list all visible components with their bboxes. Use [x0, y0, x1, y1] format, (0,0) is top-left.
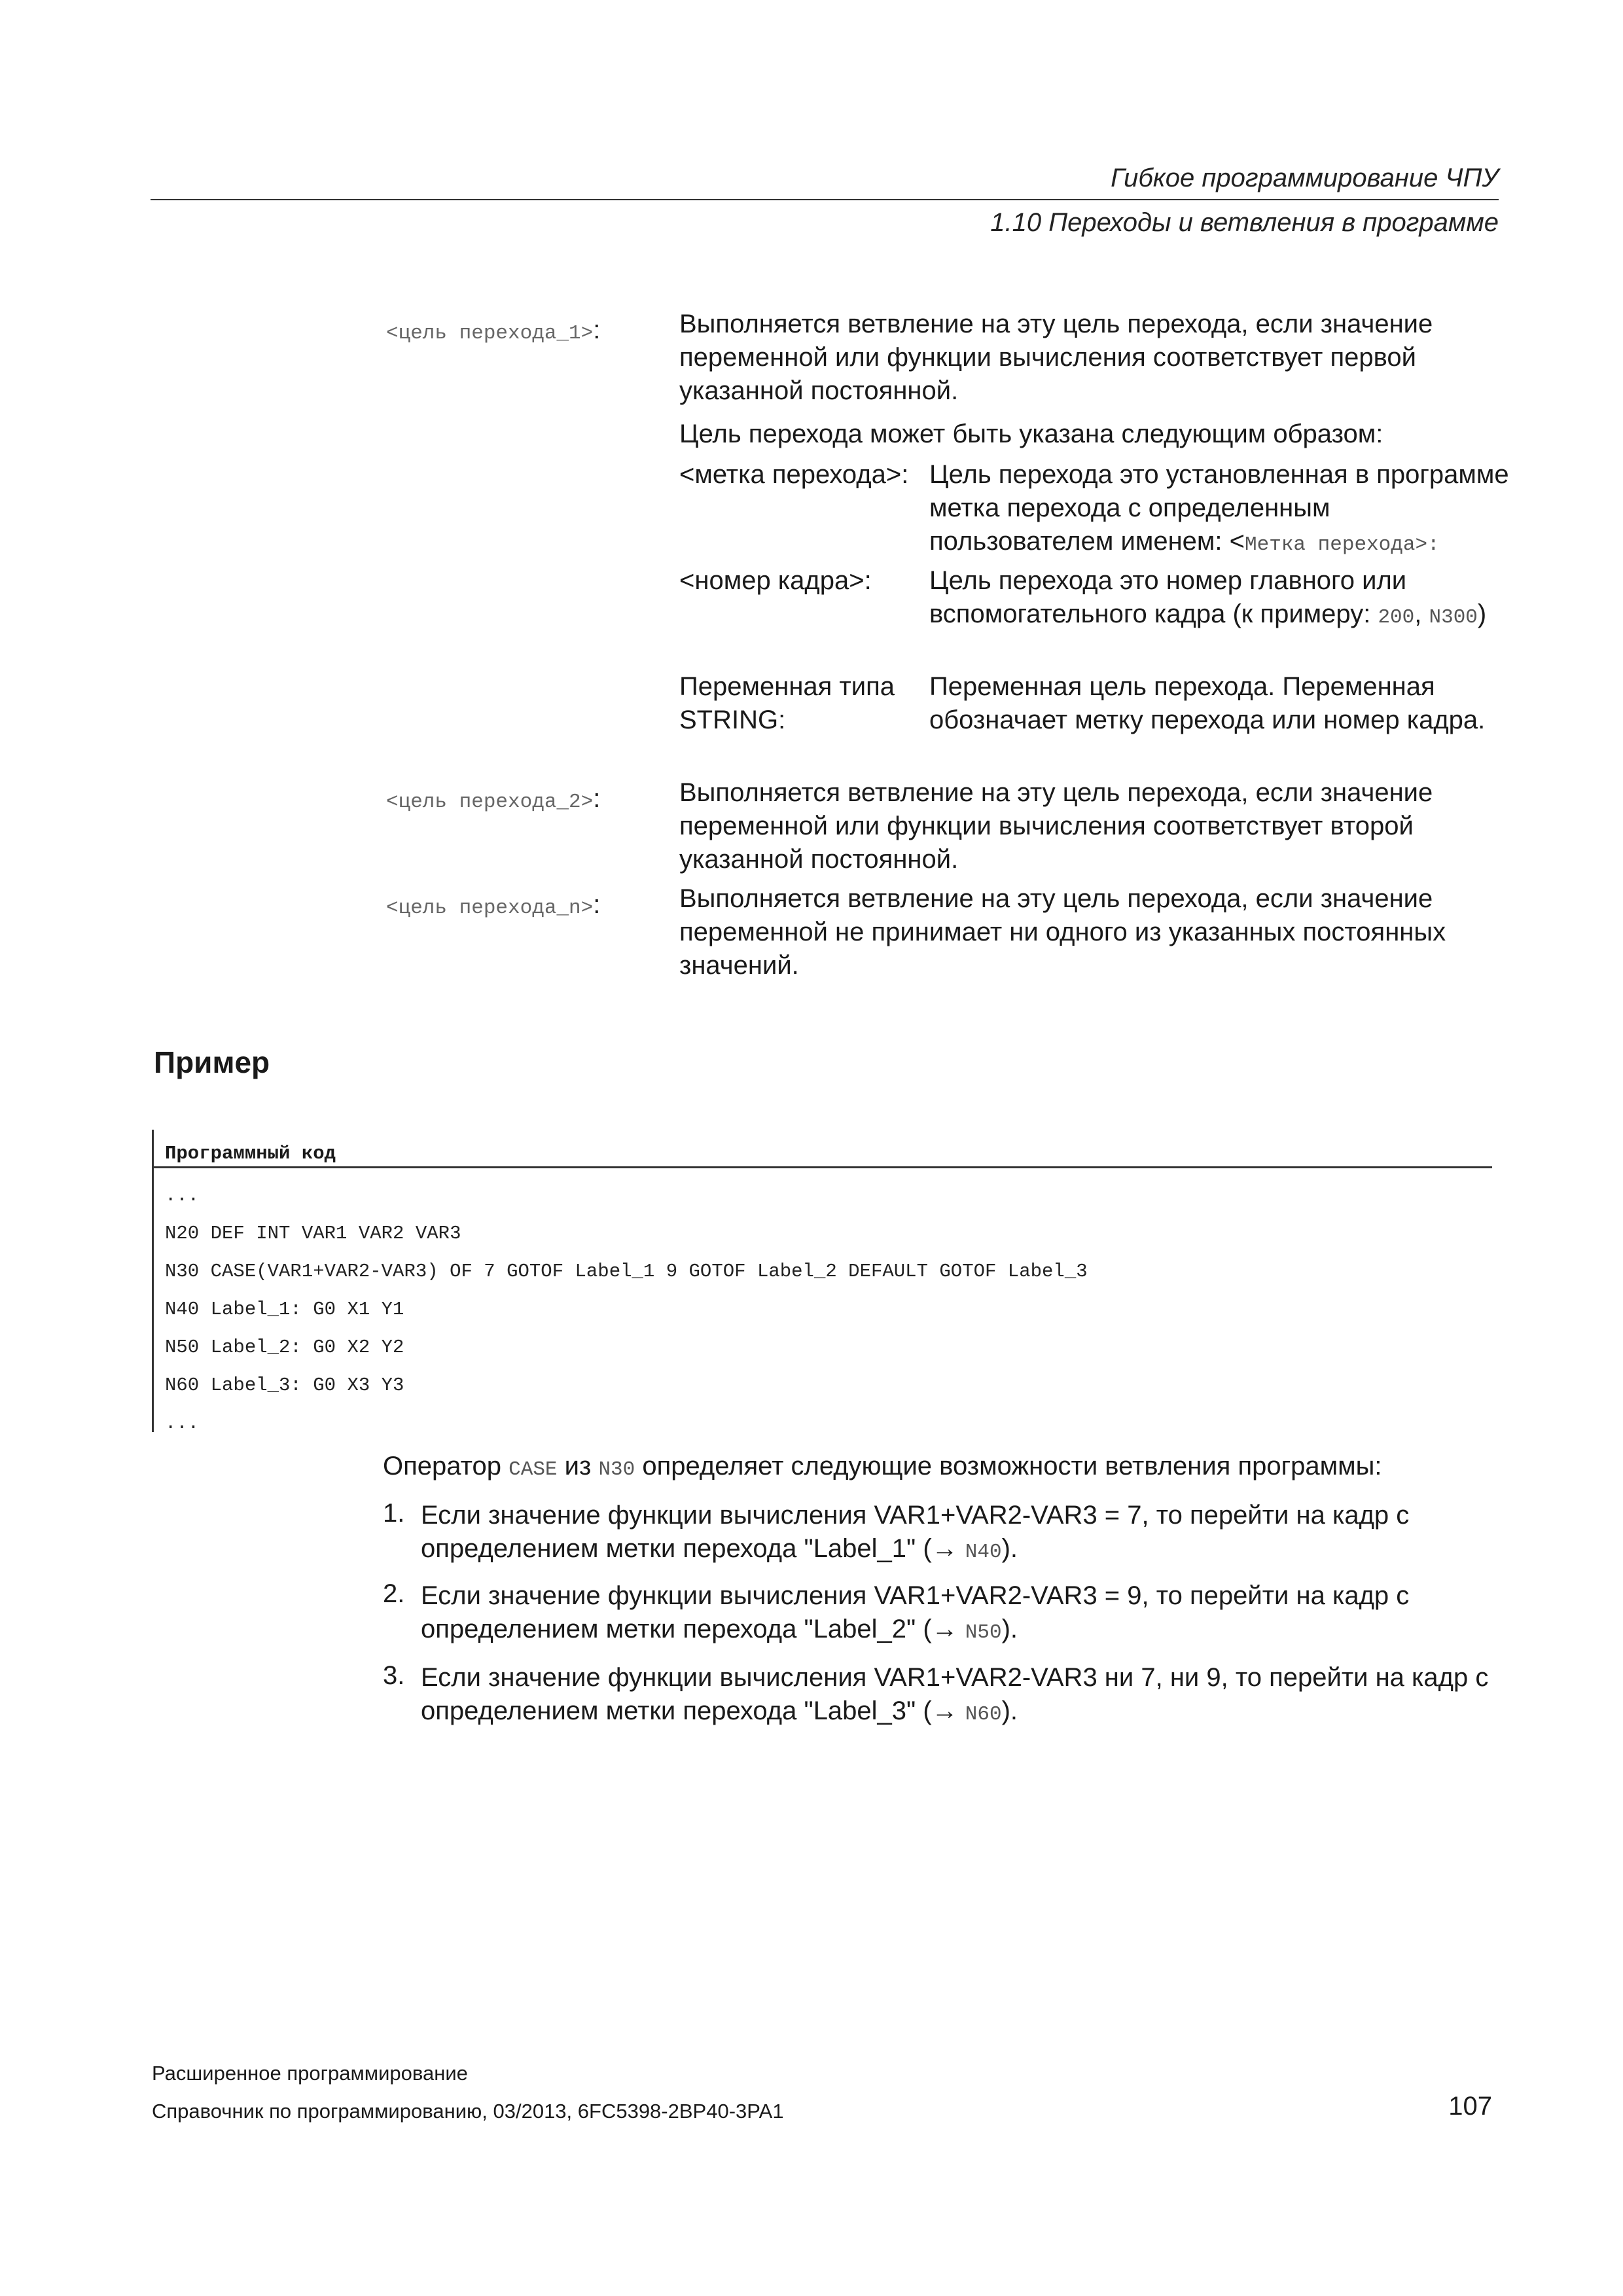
target-intro: Цель перехода может быть указана следующим образом:: [679, 420, 1383, 448]
footer-reference: Справочник по программированию, 03/2013, 6FC5398-2BP40-3PA1: [152, 2100, 784, 2123]
explanation-paragraph: Оператор CASE из N30 определяет следующие возможности ветвления программы:: [383, 1452, 1382, 1481]
definition-text-n: Выполняется ветвление на эту цель перехода, если значение переменной не принимает ни одного из указанных постоянных значений.: [679, 884, 1446, 980]
list-item: Если значение функции вычисления VAR1+VAR2-VAR3 ни 7, ни 9, то перейти на кадр с определением метки перехода "Label_3" (→ N60).: [421, 1663, 1489, 1726]
code-line: ...: [165, 1412, 200, 1434]
running-header-title: Гибкое программирование ЧПУ: [1111, 164, 1499, 192]
code-line: N40 Label_1: G0 X1 Y1: [165, 1299, 404, 1320]
code-line: N60 Label_3: G0 X3 Y3: [165, 1374, 404, 1396]
code-table-rule: [152, 1166, 1492, 1168]
target-form-label-2: <номер кадра>:: [679, 566, 872, 595]
target-form-text-1: Цель перехода это установленная в программе метка перехода с определенным пользователем именем: <Метка перехода>:: [929, 460, 1509, 556]
target-form-label-3: Переменная типа STRING:: [679, 672, 895, 734]
definition-term-n: <цель перехода_n>:: [386, 890, 601, 920]
running-header-section: 1.10 Переходы и ветвления в программе: [990, 208, 1499, 237]
code-line: N30 CASE(VAR1+VAR2-VAR3) OF 7 GOTOF Label_1 9 GOTOF Label_2 DEFAULT GOTOF Label_3: [165, 1261, 1088, 1282]
list-item: Если значение функции вычисления VAR1+VAR2-VAR3 = 9, то перейти на кадр с определением метки перехода "Label_2" (→ N50).: [421, 1581, 1410, 1644]
list-item-number: 3.: [383, 1661, 405, 1690]
code-line: ...: [165, 1185, 200, 1206]
header-rule: [151, 199, 1499, 200]
code-line: N20 DEF INT VAR1 VAR2 VAR3: [165, 1223, 461, 1244]
target-form-text-3: Переменная цель перехода. Переменная обозначает метку перехода или номер кадра.: [929, 672, 1486, 734]
code-line: N50 Label_2: G0 X2 Y2: [165, 1336, 404, 1358]
definition-text-1: Выполняется ветвление на эту цель перехода, если значение переменной или функции вычисления соответствует первой указанной постоянной.: [679, 310, 1433, 405]
example-heading: Пример: [154, 1045, 270, 1079]
target-form-label-1: <метка перехода>:: [679, 460, 909, 489]
target-form-text-2: Цель перехода это номер главного или вспомогательного кадра (к примеру: 200, N300): [929, 566, 1487, 629]
definition-text-2: Выполняется ветвление на эту цель перехода, если значение переменной или функции вычисления соответствует второй указанной постоянной.: [679, 778, 1433, 874]
page-number: 107: [1448, 2092, 1492, 2121]
list-item-number: 2.: [383, 1579, 405, 1608]
definition-term-2: <цель перехода_2>:: [386, 784, 601, 814]
definition-term-1: <цель перехода_1>:: [386, 315, 601, 345]
code-table-header: Программный код: [165, 1143, 336, 1164]
list-item-number: 1.: [383, 1499, 405, 1528]
list-item: Если значение функции вычисления VAR1+VAR2-VAR3 = 7, то перейти на кадр с определением метки перехода "Label_1" (→ N40).: [421, 1501, 1410, 1564]
footer-book-title: Расширенное программирование: [152, 2062, 468, 2085]
